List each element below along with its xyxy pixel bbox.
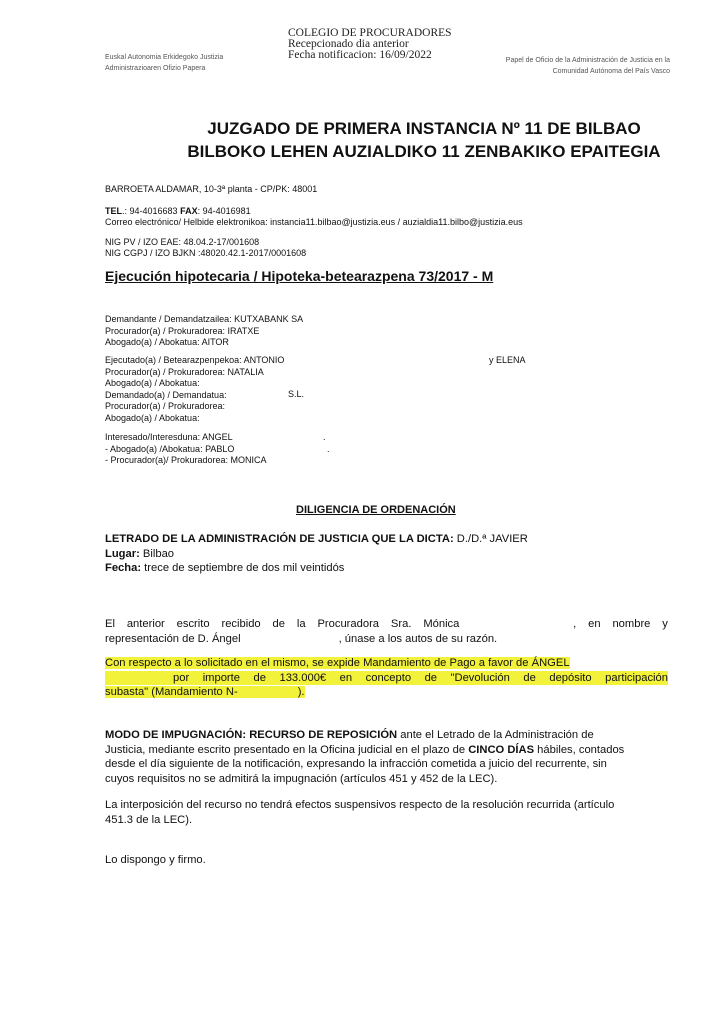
fecha-line bbox=[105, 561, 528, 576]
word: El bbox=[105, 618, 115, 630]
highlighted-text bbox=[105, 686, 305, 698]
word: por bbox=[173, 671, 190, 684]
letrado-value: D./D.ª JAVIER bbox=[453, 533, 528, 545]
interesado-dot: . bbox=[323, 432, 326, 442]
word: escrito bbox=[176, 618, 210, 630]
header-left-text bbox=[105, 52, 223, 74]
paragraph2-line3b: ). bbox=[297, 686, 305, 698]
party-line: Demandado(a) / Demandatua: bbox=[105, 389, 227, 400]
lugar-value: Bilbao bbox=[139, 547, 175, 560]
header-left-line1: Euskal Autonomia Erkidegoko Justizia bbox=[105, 54, 224, 61]
letrado-line bbox=[105, 532, 528, 547]
header-right-line2: Comunidad Autónoma del País Vasco bbox=[552, 68, 670, 75]
impugnacion-line1: ante el Letrado de la Administración de bbox=[397, 729, 594, 741]
word: anterior bbox=[126, 618, 165, 630]
paragraph-line bbox=[105, 632, 668, 647]
paragraph-escrito bbox=[105, 617, 668, 646]
word: la bbox=[296, 618, 306, 630]
paragraph-line bbox=[105, 728, 668, 743]
word: en bbox=[339, 671, 353, 684]
fax-value: : 94-4016981 bbox=[197, 206, 251, 216]
lugar-line bbox=[105, 547, 528, 562]
word: Sra. bbox=[390, 618, 412, 630]
fecha-label: Fecha: bbox=[105, 562, 142, 574]
word: "Devolución bbox=[450, 671, 510, 684]
party-line: Ejecutado(a) / Betearazpenpekoa: ANTONIO bbox=[105, 355, 285, 365]
cinco-dias: CINCO DÍAS bbox=[468, 743, 535, 756]
stamp-line2: Recepcionado dia anterior bbox=[288, 38, 409, 50]
header-right-text bbox=[506, 55, 670, 77]
party-line: Demandante / Demandatzailea: KUTXABANK SA bbox=[105, 314, 304, 324]
party-line: Interesado/Interesduna: ANGEL bbox=[105, 432, 233, 442]
lugar-label: Lugar: bbox=[105, 547, 140, 560]
party-line: Procurador(a) / Prokuradorea: IRATXE bbox=[105, 325, 260, 336]
impugnacion-line2b: hábiles, contados bbox=[534, 743, 625, 756]
justified-line bbox=[105, 617, 668, 632]
word: de bbox=[424, 671, 438, 684]
party-line: - Abogado(a) /Abokatua: PABLO bbox=[105, 443, 235, 454]
paragraph1-line2a: representación de D. Ángel bbox=[105, 632, 241, 645]
court-title-eu: BILBOKO LEHEN AUZIALDIKO 11 ZENBAKIKO EPAITEGIA bbox=[187, 142, 661, 161]
nig-line1: NIG PV / IZO EAE: 48.04.2-17/001608 bbox=[105, 237, 260, 247]
tel-label: TEL bbox=[105, 206, 122, 216]
tel-value: .: 94-4016683 bbox=[122, 206, 178, 216]
fecha-value: trece de septiembre de dos mil veintidós bbox=[141, 562, 345, 574]
stamp-line3: Fecha notificacion: 16/09/2022 bbox=[288, 49, 432, 61]
paragraph-line bbox=[105, 656, 668, 671]
word: concepto bbox=[365, 671, 412, 684]
demandado-extra: S.L. bbox=[288, 389, 305, 399]
paragraph-efectos bbox=[105, 798, 668, 827]
paragraph-line: desde el día siguiente de la notificación, expresando la infracción cometida a juicio del recurrente, sin bbox=[105, 758, 607, 770]
header-left-line2: Administrazioaren Ofizio Papera bbox=[105, 65, 206, 72]
party-line: Abogado(a) / Abokatua: AITOR bbox=[105, 337, 229, 347]
word: de bbox=[253, 671, 266, 684]
ejecutado-block bbox=[105, 355, 284, 424]
interesado-dot: . bbox=[327, 444, 330, 454]
court-address: BARROETA ALDAMAR, 10-3ª planta - CP/PK: 48001 bbox=[105, 184, 318, 194]
paragraph-line: cuyos requisitos no se admitirá la impugnación (artículos 451 y 452 de la LEC). bbox=[105, 772, 498, 785]
ejecutado-extra: y ELENA bbox=[489, 355, 526, 365]
word: Procuradora bbox=[317, 618, 380, 630]
notification-stamp bbox=[288, 28, 452, 61]
demandante-block bbox=[105, 314, 303, 349]
highlighted-text: Con respecto a lo solicitado en el mismo, se expide Mandamiento de Pago a favor de ÁNGEL bbox=[105, 657, 570, 669]
word: y bbox=[662, 618, 668, 630]
word: Mónica bbox=[423, 618, 460, 630]
diligencia-title: DILIGENCIA DE ORDENACIÓN bbox=[296, 504, 456, 516]
word: depósito bbox=[549, 671, 592, 684]
case-title: Ejecución hipotecaria / Hipoteka-betearazpena 73/2017 - M bbox=[105, 268, 494, 284]
word: nombre bbox=[612, 618, 651, 630]
paragraph-line bbox=[105, 685, 668, 700]
closing-text: Lo dispongo y firmo. bbox=[105, 854, 206, 866]
party-line: Procurador(a) / Prokuradorea: bbox=[105, 401, 226, 411]
fax-label: FAX bbox=[180, 206, 198, 216]
paragraph-impugnacion bbox=[105, 728, 668, 786]
paragraph1-line2b: , únase a los autos de su razón. bbox=[338, 632, 498, 645]
word: importe bbox=[202, 671, 240, 684]
word: , bbox=[573, 618, 577, 630]
interesado-block bbox=[105, 432, 267, 467]
word: recibido bbox=[221, 618, 261, 630]
party-line: - Procurador(a)/ Prokuradorea: MONICA bbox=[105, 455, 267, 465]
party-line: Procurador(a) / Prokuradorea: NATALIA bbox=[105, 366, 264, 377]
party-line: Abogado(a) / Abokatua: bbox=[105, 378, 200, 388]
word: participación bbox=[605, 671, 668, 684]
party-line: Abogado(a) / Abokatua: bbox=[105, 412, 200, 423]
court-title-es: JUZGADO DE PRIMERA INSTANCIA Nº 11 DE BILBAO bbox=[207, 119, 641, 138]
court-phone-line bbox=[105, 206, 251, 218]
paragraph-line: 451.3 de la LEC). bbox=[105, 813, 193, 826]
stamp-line1: COLEGIO DE PROCURADORES bbox=[288, 27, 452, 39]
impugnacion-line2a: Justicia, mediante escrito presentado en la Oficina judicial en el plazo de bbox=[105, 743, 469, 756]
letrado-block bbox=[105, 532, 528, 576]
word: 133.000€ bbox=[279, 671, 327, 684]
header-right-line1: Papel de Oficio de la Administración de Justicia en la bbox=[505, 57, 670, 64]
paragraph-line: La interposición del recurso no tendrá efectos suspensivos respecto de la resolución recurrida (artículo bbox=[105, 799, 615, 811]
justified-line bbox=[105, 671, 668, 686]
redacted-gap bbox=[471, 617, 561, 632]
paragraph2-line3a: subasta" (Mandamiento N- bbox=[105, 686, 238, 698]
word: de bbox=[272, 618, 285, 630]
word: en bbox=[588, 618, 601, 630]
court-email: Correo electrónico/ Helbide elektronikoa: instancia11.bilbao@justizia.eus / auzialdia11.bilbo@justizia.eus bbox=[105, 217, 523, 227]
paragraph-mandamiento bbox=[105, 656, 668, 700]
word: de bbox=[523, 671, 536, 684]
paragraph-line bbox=[105, 743, 668, 758]
impugnacion-label: MODO DE IMPUGNACIÓN: RECURSO DE REPOSICIÓN bbox=[105, 729, 398, 741]
letrado-label: LETRADO DE LA ADMINISTRACIÓN DE JUSTICIA QUE LA DICTA: bbox=[105, 533, 454, 545]
nig-line2: NIG CGPJ / IZO BJKN :48020.42.1-2017/0001608 bbox=[105, 248, 307, 258]
